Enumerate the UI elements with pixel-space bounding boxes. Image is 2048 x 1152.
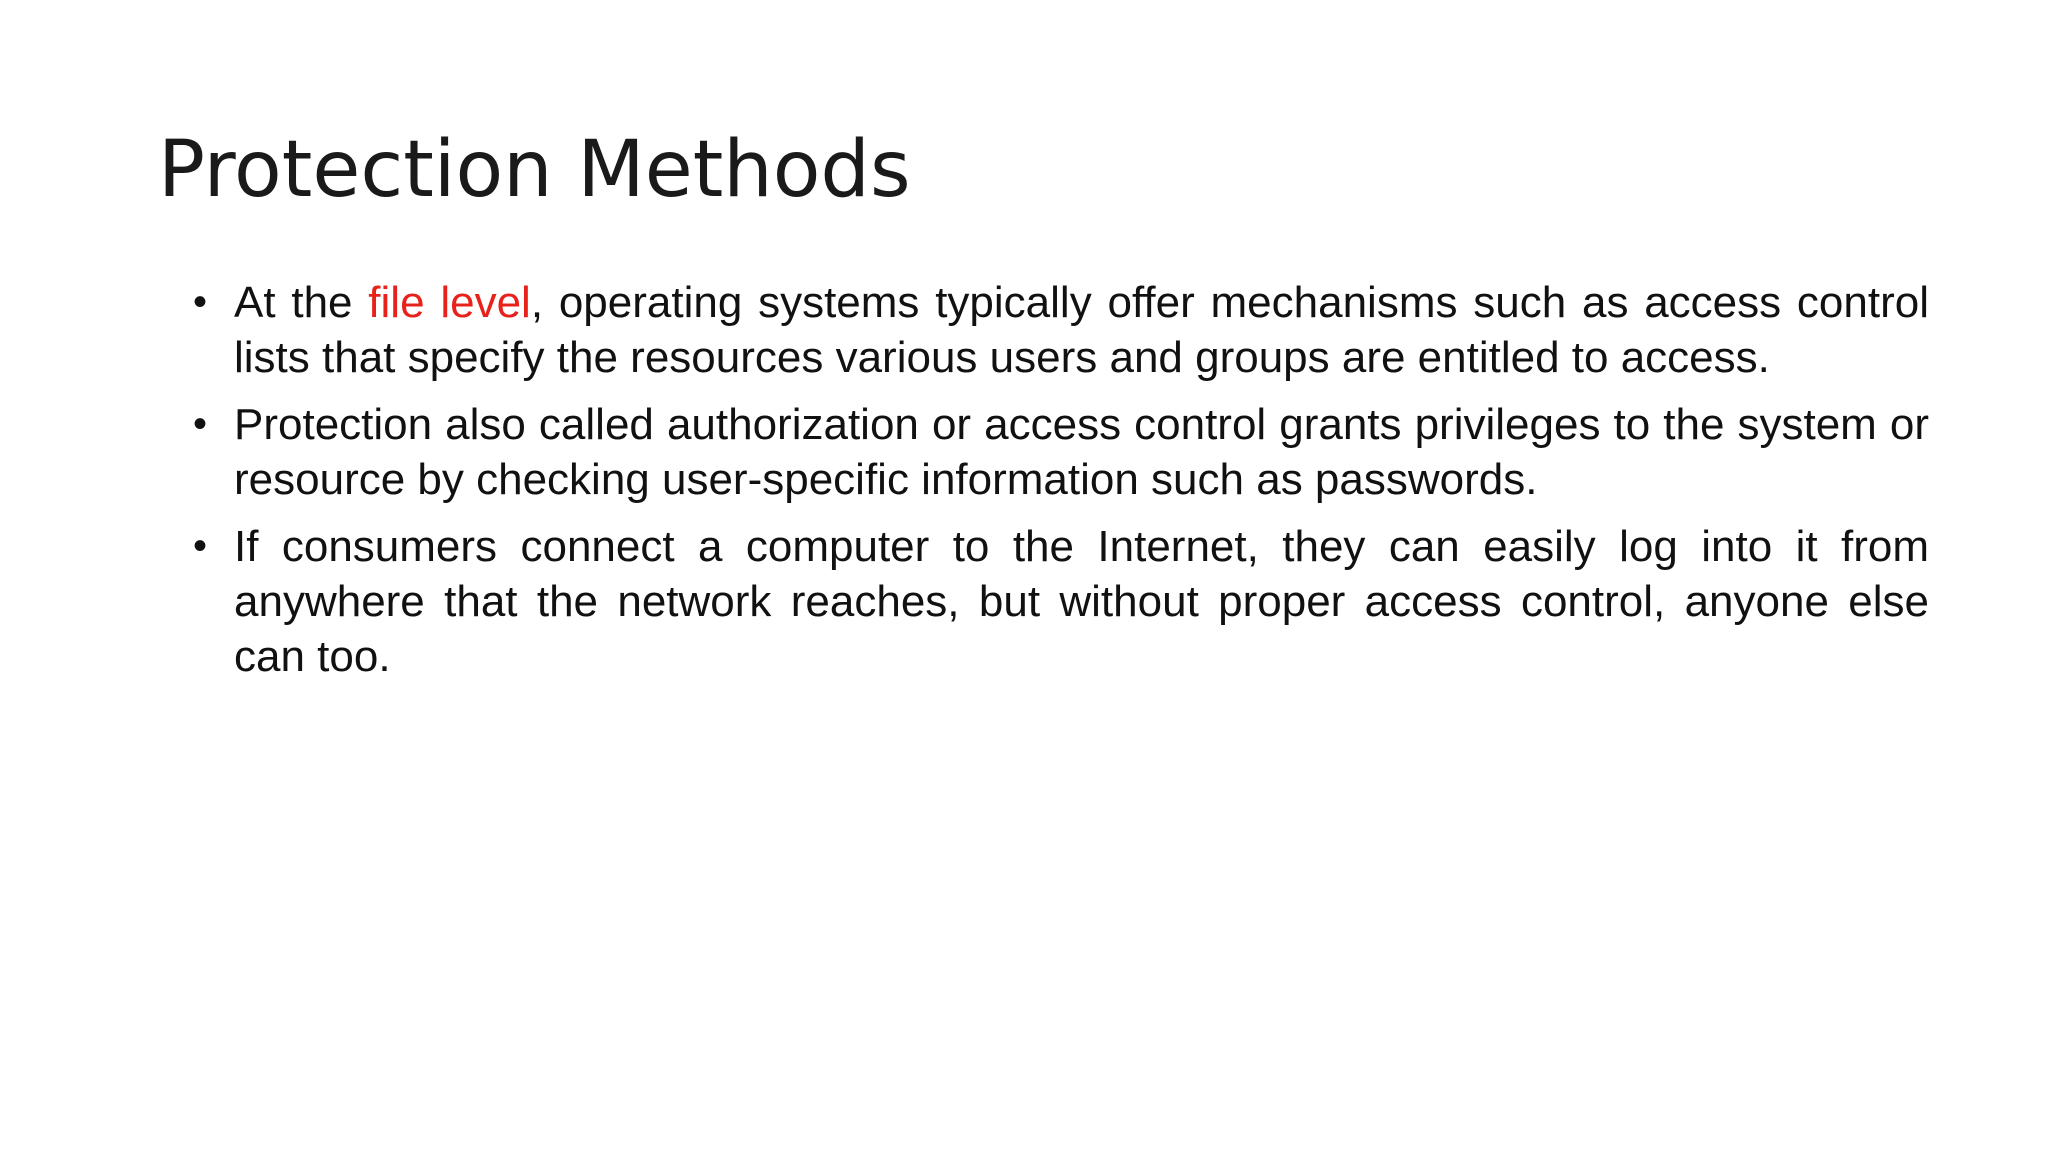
bullet-glyph: •	[193, 524, 208, 568]
bullet-glyph: •	[193, 280, 208, 324]
bullet-item	[193, 275, 1929, 385]
bullet-text: Protection also called authorization or access control grants privileges to the system or resource by checking user-specific information such as passwords.	[234, 400, 1929, 504]
bullet-text-post: , operating systems typically offer mechanisms such as access control lists that specify the resources various users and groups are entitled to access.	[234, 278, 1929, 382]
slide-title: Protection Methods	[158, 125, 911, 215]
bullet-text-pre: At the	[234, 278, 369, 327]
bullet-item	[193, 397, 1929, 507]
bullet-item	[193, 519, 1929, 684]
highlighted-term: file level	[368, 278, 531, 327]
bullet-text: If consumers connect a computer to the Internet, they can easily log into it from anywhere that the network reaches, but without proper access control, anyone else can too.	[234, 522, 1929, 681]
bullet-list	[193, 275, 1929, 696]
bullet-glyph: •	[193, 402, 208, 446]
